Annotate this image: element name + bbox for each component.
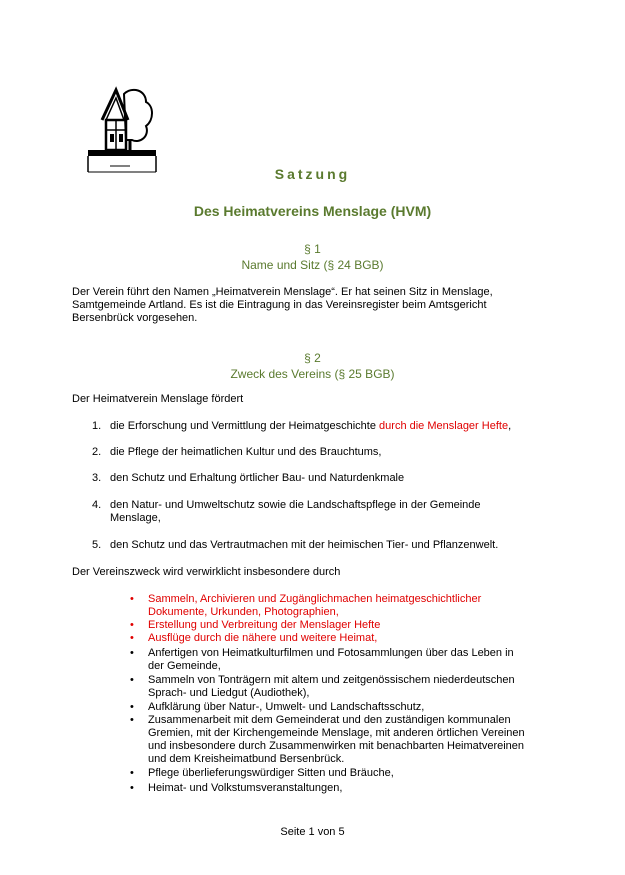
bullet-item-text: Dokumente, Urkunden, Photographien, (148, 606, 339, 618)
heimatverein-logo (80, 80, 160, 176)
bullet-item-text: Ausflüge durch die nähere und weitere Heimat, (148, 632, 378, 644)
bullet-item-text: und insbesondere durch Zusammenwirken mit benachbarten Heimatvereinen (148, 740, 525, 752)
highlight-text: durch die Menslager Hefte (379, 420, 509, 432)
bullet-item-text: Anfertigen von Heimatkulturfilmen und Fotosammlungen über das Leben in (148, 647, 514, 659)
section-2-mid: Der Vereinszweck wird verwirklicht insbesondere durch (72, 566, 341, 578)
document-subtitle: Des Heimatvereins Menslage (HVM) (193, 203, 432, 219)
bullet-item-text: Gremien, mit der Kirchengemeinde Menslage, mit anderen örtlichen Vereinen (148, 727, 525, 739)
bullet-item-text: Sammeln, Archivieren und Zugänglichmachen heimatgeschichtlicher (148, 593, 482, 605)
section-1-text-line-2: Samtgemeinde Artland. Es ist die Eintragung in das Vereinsregister beim Amtsgericht (72, 299, 487, 311)
bullet-icon: • (130, 593, 134, 605)
bullet-icon: • (130, 701, 134, 713)
bullet-item-text: Sammeln von Tonträgern mit altem und zeitgenössischem niederdeutschen (148, 674, 515, 686)
bullet-icon: • (130, 632, 134, 644)
section-2-heading: Zweck des Vereins (§ 25 BGB) (230, 367, 395, 381)
section-1-heading: Name und Sitz (§ 24 BGB) (241, 258, 384, 272)
bullet-item-text: der Gemeinde, (148, 660, 221, 672)
bullet-item-text: Erstellung und Verbreitung der Menslager Hefte (148, 619, 381, 631)
bullet-item-text: Pflege überlieferungswürdiger Sitten und Bräuche, (148, 767, 394, 779)
section-2-intro: Der Heimatverein Menslage fördert (72, 393, 244, 405)
section-1-text-line-1: Der Verein führt den Namen „Heimatverein Menslage“. Er hat seinen Sitz in Menslage, (72, 286, 493, 298)
bullet-icon: • (130, 647, 134, 659)
document-title: Satzung (274, 166, 351, 182)
bullet-icon: • (130, 714, 134, 726)
section-2-number: § 2 (304, 351, 321, 365)
bullet-icon: • (130, 674, 134, 686)
section-1-text-line-3: Bersenbrück vorgesehen. (72, 312, 198, 324)
bullet-item-text: und dem Kreisheimatbund Bersenbrück. (148, 753, 345, 765)
bullet-item-text: Sprach- und Liedgut (Audiothek), (148, 687, 310, 699)
bullet-icon: • (130, 619, 134, 631)
bullet-item-text: Zusammenarbeit mit dem Gemeinderat und den zuständigen kommunalen (148, 714, 511, 726)
section-1-number: § 1 (304, 242, 321, 256)
bullet-item-text: Heimat- und Volkstumsveranstaltungen, (148, 782, 343, 794)
document-page: Satzung Des Heimatvereins Menslage (HVM) § 1 Name und Sitz (§ 24 BGB) Der Verein führt den Namen „Heimatverein Menslage“. Er hat seinen Sitz in Menslage, Samtgemeinde Artland. Es ist die Eintragung in das Vereinsregister beim Amtsgericht Bersenbrück vorgesehen. § 2 Zweck des Vereins (§ 25 BGB) Der Heimatverein Menslage fördert 1. die Erforschung und Vermittlung der Heimatgeschichte durch die Menslager Hefte, 2. die Pflege der heimatlichen Kultur und des Brauchtums, 3. den Schutz und Erhaltung örtlicher Bau- und Naturdenkmale 4. den Natur- und Umweltschutz sowie die Landschaftspflege in der Gemeinde Menslage, 5. den Schutz und das Vertrautmachen mit der heimischen Tier- und Pflanzenwelt. Der Vereinszweck wird verwirklicht insbesondere durch • Sammeln, Archivieren und Zugänglichmachen heimatgeschichtlicher Dokumente, Urkunden, Photographien, • Erstellung und Verbreitung der Menslager Hefte • Ausflüge durch die nähere und weitere Heimat, • Anfertigen von Heimatkulturfilmen und Fotosammlungen über das Leben in der Gemeinde, • Sammeln von Tonträgern mit altem und zeitgenössischem niederdeutschen Sprach- und Liedgut (Audiothek), • Aufklärung über Natur-, Umwelt- und Landschaftsschutz, • Zusammenarbeit mit dem Gemeinderat und den zuständigen kommunalen Gremien, mit der Kirchengemeinde Menslage, mit anderen örtlichen Vereinen und insbesondere durch Zusammenwirken mit benachbarten Heimatvereinen und dem Kreisheimatbund Bersenbrück. • Pflege überlieferungswürdiger Sitten und Bräuche, • Heimat- und Volkstumsveranstaltungen, Seite 1 von 5 (0, 0, 625, 875)
page-footer: Seite 1 von 5 (280, 826, 345, 838)
bullet-icon: • (130, 782, 134, 794)
bullet-icon: • (130, 767, 134, 779)
bullet-item-text: Aufklärung über Natur-, Umwelt- und Landschaftsschutz, (148, 701, 425, 713)
